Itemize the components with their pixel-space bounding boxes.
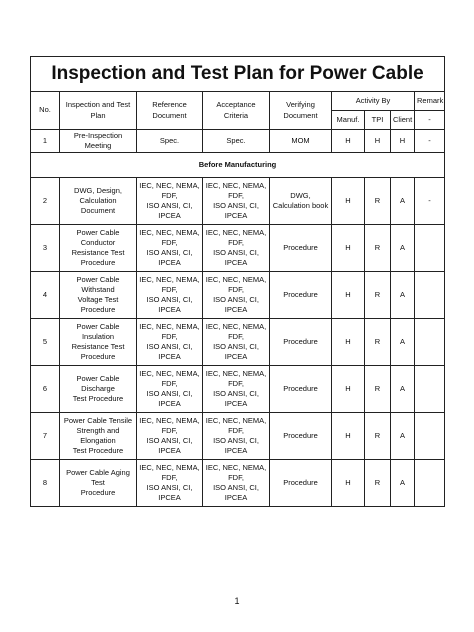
cell-no: 8 bbox=[31, 460, 60, 507]
cell-plan: Power Cable Tensile Strength and Elongation Test Procedure bbox=[60, 413, 137, 460]
cell-tpi: R bbox=[365, 319, 391, 366]
cell-manuf: H bbox=[332, 178, 365, 225]
cell-no: 6 bbox=[31, 366, 60, 413]
cell-acceptance: Spec. bbox=[203, 130, 270, 153]
cell-no: 4 bbox=[31, 272, 60, 319]
header-plan: Inspection and Test Plan bbox=[60, 92, 137, 130]
cell-verifying: Procedure bbox=[270, 272, 332, 319]
cell-client: A bbox=[391, 366, 415, 413]
cell-plan: Pre-Inspection Meeting bbox=[60, 130, 137, 153]
cell-manuf: H bbox=[332, 130, 365, 153]
cell-remark bbox=[415, 366, 445, 413]
cell-verifying: Procedure bbox=[270, 319, 332, 366]
cell-verifying: MOM bbox=[270, 130, 332, 153]
cell-acceptance: IEC, NEC, NEMA, FDF, ISO ANSI, CI, IPCEA bbox=[203, 225, 270, 272]
cell-plan: Power Cable Conductor Resistance Test Procedure bbox=[60, 225, 137, 272]
cell-plan: Power Cable Insulation Resistance Test Procedure bbox=[60, 319, 137, 366]
cell-no: 2 bbox=[31, 178, 60, 225]
section-heading: Before Manufacturing bbox=[31, 153, 445, 178]
cell-verifying: Procedure bbox=[270, 460, 332, 507]
table-row bbox=[31, 366, 445, 413]
table-row bbox=[31, 413, 445, 460]
cell-client: A bbox=[391, 178, 415, 225]
cell-manuf: H bbox=[332, 319, 365, 366]
cell-reference: IEC, NEC, NEMA, FDF, ISO ANSI, CI, IPCEA bbox=[137, 413, 203, 460]
cell-client: A bbox=[391, 319, 415, 366]
table-row bbox=[31, 460, 445, 507]
table-row bbox=[31, 272, 445, 319]
cell-no: 5 bbox=[31, 319, 60, 366]
cell-reference: IEC, NEC, NEMA, FDF, ISO ANSI, CI, IPCEA bbox=[137, 366, 203, 413]
cell-no: 7 bbox=[31, 413, 60, 460]
cell-acceptance: IEC, NEC, NEMA, FDF, ISO ANSI, CI, IPCEA bbox=[203, 178, 270, 225]
cell-client: A bbox=[391, 413, 415, 460]
cell-remark bbox=[415, 319, 445, 366]
cell-client: A bbox=[391, 225, 415, 272]
cell-verifying: DWG, Calculation book bbox=[270, 178, 332, 225]
cell-tpi: R bbox=[365, 178, 391, 225]
cell-plan: Power Cable Discharge Test Procedure bbox=[60, 366, 137, 413]
cell-reference: IEC, NEC, NEMA, FDF, ISO ANSI, CI, IPCEA bbox=[137, 225, 203, 272]
header-remark-sub: - bbox=[415, 111, 445, 130]
cell-client: H bbox=[391, 130, 415, 153]
header-no: No. bbox=[31, 92, 60, 130]
table-row bbox=[31, 178, 445, 225]
cell-client: A bbox=[391, 460, 415, 507]
cell-no: 1 bbox=[31, 130, 60, 153]
cell-verifying: Procedure bbox=[270, 413, 332, 460]
page-number: 1 bbox=[234, 596, 240, 606]
cell-acceptance: IEC, NEC, NEMA, FDF, ISO ANSI, CI, IPCEA bbox=[203, 460, 270, 507]
cell-tpi: R bbox=[365, 225, 391, 272]
cell-acceptance: IEC, NEC, NEMA, FDF, ISO ANSI, CI, IPCEA bbox=[203, 413, 270, 460]
cell-acceptance: IEC, NEC, NEMA, FDF, ISO ANSI, CI, IPCEA bbox=[203, 366, 270, 413]
cell-plan: DWG, Design, Calculation Document bbox=[60, 178, 137, 225]
cell-reference: IEC, NEC, NEMA, FDF, ISO ANSI, CI, IPCEA bbox=[137, 178, 203, 225]
cell-manuf: H bbox=[332, 460, 365, 507]
cell-remark bbox=[415, 272, 445, 319]
cell-tpi: R bbox=[365, 272, 391, 319]
table-row bbox=[31, 130, 445, 153]
cell-no: 3 bbox=[31, 225, 60, 272]
header-verifying: Verifying Document bbox=[270, 92, 332, 130]
cell-reference: Spec. bbox=[137, 130, 203, 153]
cell-verifying: Procedure bbox=[270, 225, 332, 272]
header-client: Client bbox=[391, 111, 415, 130]
cell-client: A bbox=[391, 272, 415, 319]
itp-table bbox=[30, 56, 445, 507]
cell-plan: Power Cable Aging Test Procedure bbox=[60, 460, 137, 507]
cell-manuf: H bbox=[332, 272, 365, 319]
cell-manuf: H bbox=[332, 413, 365, 460]
table-row bbox=[31, 225, 445, 272]
cell-remark: - bbox=[415, 178, 445, 225]
header-reference: Reference Document bbox=[137, 92, 203, 130]
cell-plan: Power Cable Withstand Voltage Test Procedure bbox=[60, 272, 137, 319]
cell-reference: IEC, NEC, NEMA, FDF, ISO ANSI, CI, IPCEA bbox=[137, 319, 203, 366]
cell-tpi: R bbox=[365, 413, 391, 460]
cell-tpi: R bbox=[365, 366, 391, 413]
cell-acceptance: IEC, NEC, NEMA, FDF, ISO ANSI, CI, IPCEA bbox=[203, 319, 270, 366]
cell-remark bbox=[415, 413, 445, 460]
document-title: Inspection and Test Plan for Power Cable bbox=[31, 57, 445, 92]
cell-reference: IEC, NEC, NEMA, FDF, ISO ANSI, CI, IPCEA bbox=[137, 272, 203, 319]
cell-tpi: R bbox=[365, 460, 391, 507]
header-activity-by: Activity By bbox=[332, 92, 415, 111]
cell-verifying: Procedure bbox=[270, 366, 332, 413]
header-tpi: TPI bbox=[365, 111, 391, 130]
cell-tpi: H bbox=[365, 130, 391, 153]
cell-remark bbox=[415, 225, 445, 272]
cell-remark: - bbox=[415, 130, 445, 153]
cell-manuf: H bbox=[332, 225, 365, 272]
cell-acceptance: IEC, NEC, NEMA, FDF, ISO ANSI, CI, IPCEA bbox=[203, 272, 270, 319]
cell-reference: IEC, NEC, NEMA, FDF, ISO ANSI, CI, IPCEA bbox=[137, 460, 203, 507]
header-acceptance: Acceptance Criteria bbox=[203, 92, 270, 130]
header-manuf: Manuf. bbox=[332, 111, 365, 130]
cell-remark bbox=[415, 460, 445, 507]
header-remark: Remark bbox=[415, 92, 445, 111]
table-row bbox=[31, 319, 445, 366]
cell-manuf: H bbox=[332, 366, 365, 413]
